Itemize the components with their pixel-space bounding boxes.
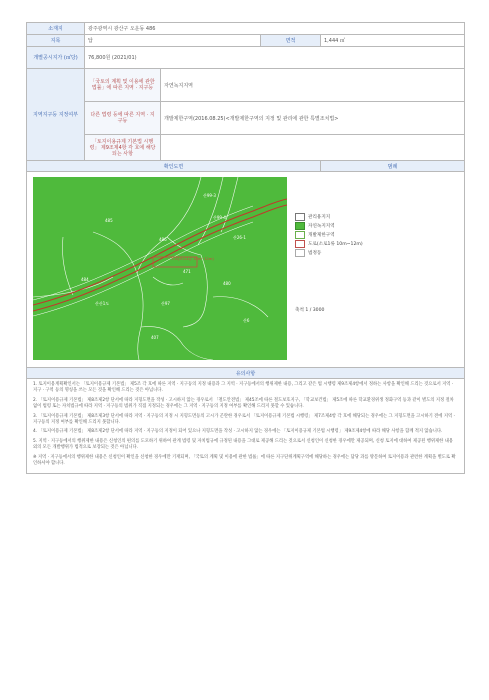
legend-swatch — [295, 222, 305, 230]
legend-item — [295, 248, 363, 257]
category-label: 지목 — [27, 35, 85, 47]
note-item: 4. 「토지이용규제 기본법」 제8조제2항 단서에 따라 지역 · 지구등의 지정이 되어 있으나 지형도면을 작성 · 고시하지 않는 경우에는 「토지이용규제 기본법 시행령」 제9조제4항에 따라 해당 사항을 함께 적지 않습니다. — [33, 429, 443, 435]
parcel-label: 산26-1 — [233, 235, 246, 240]
legend-item — [295, 239, 363, 248]
legend-item — [295, 221, 363, 230]
parcel-label: 471 — [183, 269, 191, 274]
location-label: 소재지 — [27, 23, 85, 35]
legend-swatch — [295, 213, 305, 221]
parcel-label: 485 — [105, 218, 113, 223]
notes-body — [27, 379, 465, 474]
zoning-sub2-label: 다른 법령 등에 따른 지역 · 지구등 — [85, 102, 161, 135]
location-value: 광주광역시 광산구 오운동 486 — [85, 23, 465, 35]
zoning-sub1-value: 자연녹지지역 — [161, 69, 465, 102]
zoning-sub3-label: 「토지이용규제 기본법 시행령」 제9조제4항 각 호에 해당되는 사항 — [85, 135, 161, 161]
parcel-label: 산산1도 — [95, 301, 110, 306]
parcel-label: 산99-4 — [213, 215, 226, 220]
note-item: 5. 지역 · 지구등에서의 행위제한 내용은 신청인의 편의를 도모하기 위하여 관계 법령 및 자치법규에 규정된 내용을 그대로 제공해 드리는 것으로서 신청인이 신청한 경우에만 제공되며, 신청 토지에 대하여 제공된 행위제한 내용 외의 모든 개발행위가 법적으로 보장되는 것은 아닙니다. — [33, 438, 454, 451]
category-value: 답 — [85, 35, 261, 47]
road-label: 도로(소로1류 10m~12m) — [171, 257, 214, 261]
map-title: 확인도면 — [27, 161, 321, 172]
zoning-sub1-label: 「국토의 계획 및 이용에 관한 법률」에 따른 지역 · 지구등 — [85, 69, 161, 102]
legend-label: 도로(소로1류 10m~12m) — [308, 241, 363, 247]
parcel-label: 산6 — [243, 318, 250, 323]
area-label: 면적 — [261, 35, 321, 47]
note-item: 1. 토지이용계획확인서는 「토지이용규제 기본법」 제5조 각 호에 따른 지역 · 지구등의 지정 내용과 그 지역 · 지구등에서의 행위제한 내용, 그리고 같은 법 시행령 제9조제4항에서 정하는 사항을 확인해 드리는 것으로서 지역 · 지구 · 구역 등의 명칭을 쓰는 모든 것을 확인해 드리는 것은 아닙니다. — [33, 382, 454, 394]
parcel-label: 484 — [81, 277, 89, 282]
notes-title: 유의사항 — [27, 368, 465, 379]
legend-swatch — [295, 240, 305, 248]
cadastral-map — [33, 177, 287, 360]
legend-item — [295, 230, 363, 239]
note-item: 3. 「토지이용규제 기본법」 제8조제3항 단서에 따라 지역 · 지구등의 지정 시 지형도면등의 고시가 곤란한 경우로서 「토지이용규제 기본법 시행령」 제7조제4항 각 호에 해당되는 경우에는 그 지형도면을 고시하기 전에 지역 · 지구등의 지정 여부를 확인해 드리지 못합니다. — [33, 413, 455, 426]
map-scale: 축척 1 / 3000 — [295, 308, 325, 313]
legend-swatch — [295, 249, 305, 257]
price-label: 개별공시지가 (㎡당) — [27, 47, 85, 69]
parcel-label: 486 — [159, 237, 167, 242]
legend-swatch — [295, 231, 305, 239]
zoning-sub3-value — [161, 135, 465, 161]
land-info-table — [26, 22, 465, 474]
legend-label: 관리용지지 — [308, 214, 331, 220]
legend-item — [295, 212, 363, 221]
price-value: 76,800원 (2021/01) — [85, 47, 465, 69]
note-item: 2. 「토지이용규제 기본법」 제8조제2항 단서에 따라 지형도면을 작성 · 고시하지 않는 경우로서 「철도안전법」 제45조에 따른 철도보호지구, 「학교보건법」 제5조에 따른 학교환경위생 정화구역 등과 같이 별도의 지정 절차 없이 법령 또는 자치법규에 따라 지역 · 지구등의 범위가 직접 지정되는 경우에는 그 지역 · 지구등의 지정 여부를 확인해 드리지 못할 수 있습니다. — [33, 397, 454, 410]
map-legend — [295, 212, 363, 257]
legend-label: 자연녹지지역 — [308, 223, 335, 229]
map-svg — [33, 177, 287, 360]
legend-label: 개발제한구역 — [308, 232, 335, 238]
road-lines — [33, 199, 287, 316]
land-use-plan-sheet — [26, 22, 464, 474]
legend-title: 범례 — [321, 161, 465, 172]
legend-label: 법정동 — [308, 250, 322, 256]
parcel-label: 407 — [151, 335, 159, 340]
zoning-label: 지역지구등 지정여부 — [27, 69, 85, 161]
map-cell — [27, 172, 465, 368]
parcel-label: 산97 — [161, 301, 170, 306]
parcel-label: 산99-3 — [203, 193, 216, 198]
area-value: 1,444 ㎡ — [321, 35, 465, 47]
note-item: ※ 지역 · 지구등에서의 행위제한 내용은 신청인이 확인을 신청한 경우에만 기재되며, 「국토의 계획 및 이용에 관한 법률」에 따른 지구단위계획구역에 해당하는 경우에는 담당 과를 방문하여 토지이용과 관련한 계획을 별도로 확인하셔야 합니다. — [33, 454, 456, 467]
parcel-label: 480 — [223, 281, 231, 286]
zoning-sub2-value: 개발제한구역(2016.08.25)<개발제한구역의 지정 및 관리에 관한 특별조치법> — [161, 102, 465, 135]
